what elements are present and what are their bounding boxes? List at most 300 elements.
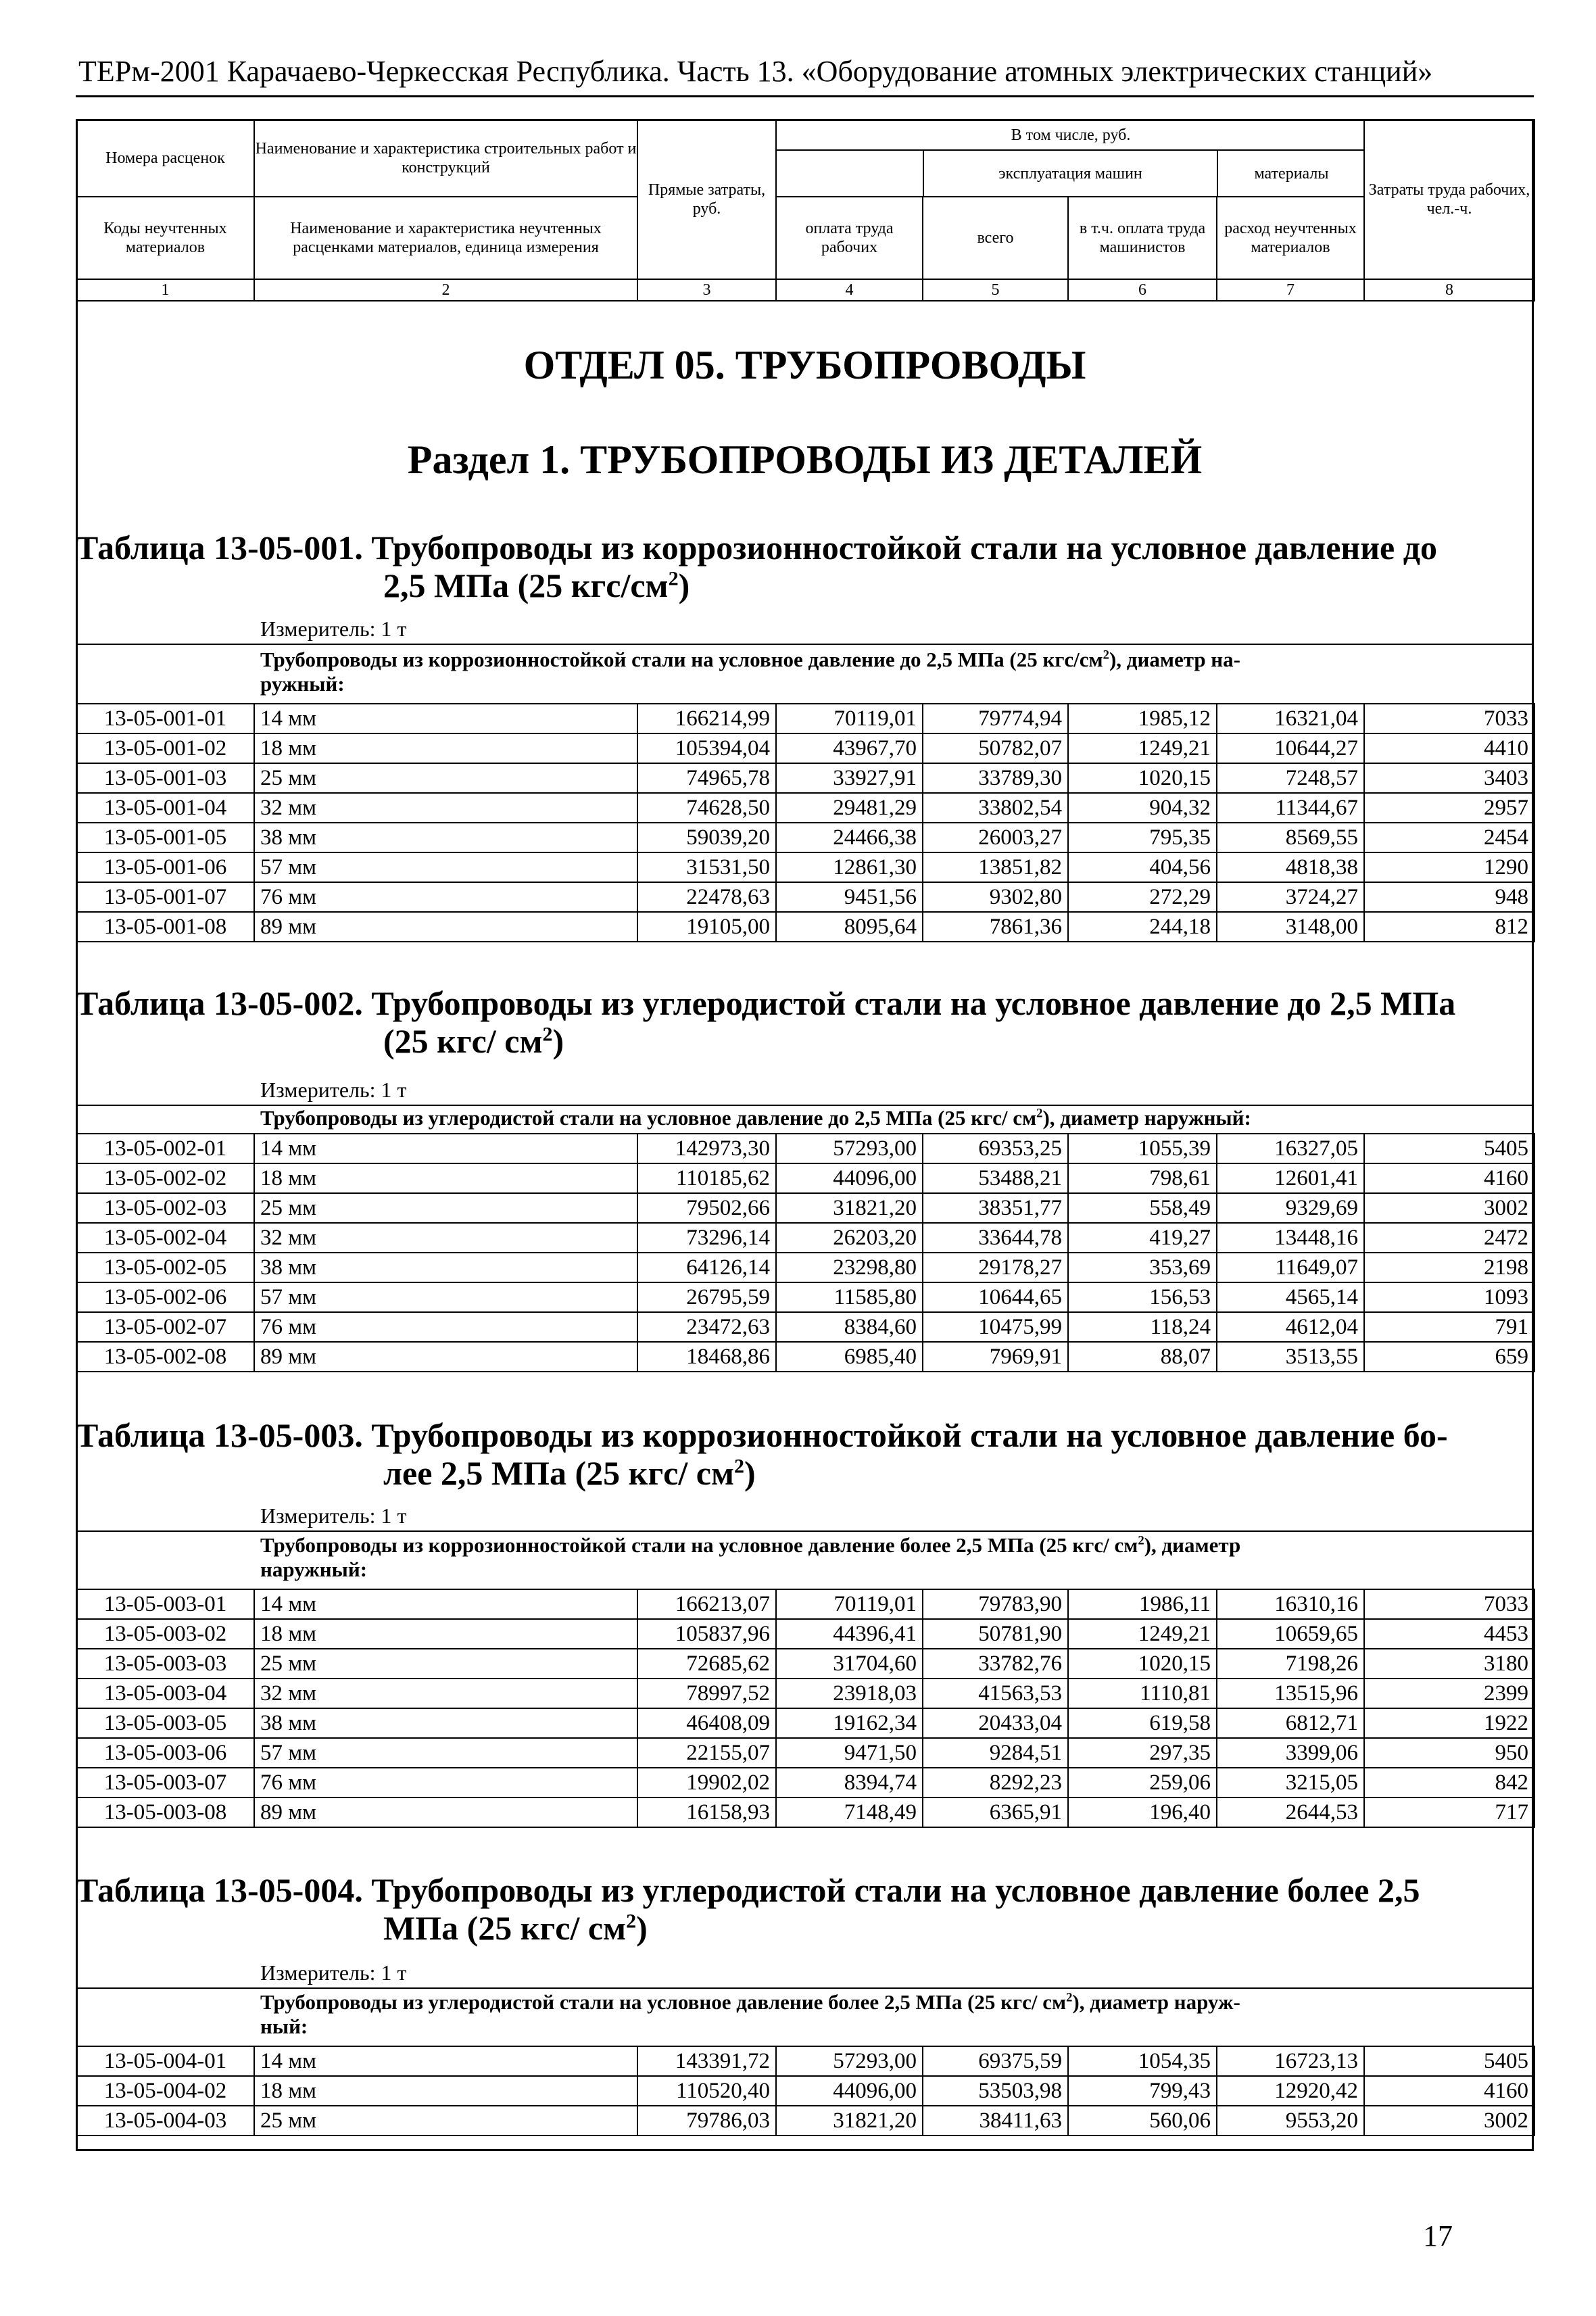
machinist-pay-cell: 560,06 [1068, 2106, 1217, 2136]
machines-total-cell: 33782,76 [923, 1649, 1068, 1679]
labor-hours-cell: 791 [1364, 1312, 1534, 1342]
running-head-rule [76, 95, 1534, 97]
table-row [76, 1223, 1534, 1253]
rate-code-cell: 13-05-004-01 [76, 2046, 254, 2076]
machinist-pay-cell: 1020,15 [1068, 1649, 1217, 1679]
rate-name-cell: 38 мм [254, 1253, 637, 1282]
group-heading-superscript: 2 [1103, 648, 1109, 662]
machines-total-cell: 69375,59 [923, 2046, 1068, 2076]
direct-costs-cell: 19902,02 [637, 1768, 776, 1798]
worker-pay-cell: 44096,00 [776, 1163, 923, 1193]
rate-name-cell: 89 мм [254, 912, 637, 942]
table-row [76, 2076, 1534, 2106]
table-title-line2 [76, 1909, 1534, 1947]
header-worker-pay: оплата труда рабочих [776, 197, 923, 279]
header-name-bottom: Наименование и характеристика неучтенных расценками материалов, единица измерения [254, 197, 637, 279]
machinist-pay-cell: 904,32 [1068, 793, 1217, 823]
group-heading-end: ), диаметр [1144, 1533, 1241, 1557]
column-header [76, 119, 1535, 301]
direct-costs-cell: 105394,04 [637, 733, 776, 763]
table-title-line1: Трубопроводы из углеродистой стали на условное давление более 2,5 [371, 1871, 1420, 1909]
rate-code-cell: 13-05-001-03 [76, 763, 254, 793]
machines-total-cell: 10644,65 [923, 1282, 1068, 1312]
machinist-pay-cell: 118,24 [1068, 1312, 1217, 1342]
rate-code-cell: 13-05-004-02 [76, 2076, 254, 2106]
labor-hours-cell: 2472 [1364, 1223, 1534, 1253]
machinist-pay-cell: 259,06 [1068, 1768, 1217, 1798]
table-title [76, 1871, 1534, 1947]
labor-hours-cell: 3002 [1364, 2106, 1534, 2136]
machines-total-cell: 8292,23 [923, 1768, 1068, 1798]
rate-name-cell: 57 мм [254, 852, 637, 882]
table-title [76, 984, 1534, 1060]
direct-costs-cell: 72685,62 [637, 1649, 776, 1679]
machines-total-cell: 33789,30 [923, 763, 1068, 793]
table-row [76, 1163, 1534, 1193]
rate-code-cell: 13-05-002-03 [76, 1193, 254, 1223]
worker-pay-cell: 11585,80 [776, 1282, 923, 1312]
header-direct-costs: Прямые затраты, руб. [637, 120, 776, 279]
rate-name-cell: 89 мм [254, 1798, 637, 1827]
material-use-cell: 16310,16 [1217, 1589, 1364, 1619]
rate-name-cell: 57 мм [254, 1282, 637, 1312]
machinist-pay-cell: 404,56 [1068, 852, 1217, 882]
table-row [76, 1342, 1534, 1372]
worker-pay-cell: 29481,29 [776, 793, 923, 823]
labor-hours-cell: 3002 [1364, 1193, 1534, 1223]
group-heading-superscript: 2 [1066, 1990, 1073, 2005]
group-heading-end: ), диаметр наружный: [1042, 1106, 1251, 1130]
worker-pay-cell: 70119,01 [776, 704, 923, 733]
rate-code-cell: 13-05-002-08 [76, 1342, 254, 1372]
direct-costs-cell: 73296,14 [637, 1223, 776, 1253]
material-use-cell: 16723,13 [1217, 2046, 1364, 2076]
direct-costs-cell: 22478,63 [637, 882, 776, 912]
table-row [76, 763, 1534, 793]
direct-costs-cell: 166214,99 [637, 704, 776, 733]
rate-code-cell: 13-05-001-05 [76, 823, 254, 852]
rate-code-cell: 13-05-003-01 [76, 1589, 254, 1619]
machinist-pay-cell: 244,18 [1068, 912, 1217, 942]
direct-costs-cell: 110520,40 [637, 2076, 776, 2106]
material-use-cell: 4612,04 [1217, 1312, 1364, 1342]
material-use-cell: 13515,96 [1217, 1679, 1364, 1708]
direct-costs-cell: 78997,52 [637, 1679, 776, 1708]
direct-costs-cell: 105837,96 [637, 1619, 776, 1649]
direct-costs-cell: 64126,14 [637, 1253, 776, 1282]
machines-total-cell: 33802,54 [923, 793, 1068, 823]
labor-hours-cell: 3180 [1364, 1649, 1534, 1679]
machines-total-cell: 33644,78 [923, 1223, 1068, 1253]
header-name-top: Наименование и характеристика строительных работ и конструкций [254, 120, 637, 197]
material-use-cell: 7198,26 [1217, 1649, 1364, 1679]
material-use-cell: 11649,07 [1217, 1253, 1364, 1282]
machines-total-cell: 29178,27 [923, 1253, 1068, 1282]
col-number-8: 8 [1364, 279, 1534, 301]
machinist-pay-cell: 1986,11 [1068, 1589, 1217, 1619]
table-title [76, 1416, 1534, 1492]
table-row [76, 1193, 1534, 1223]
machines-total-cell: 26003,27 [923, 823, 1068, 852]
section-heading: ОТДЕЛ 05. ТРУБОПРОВОДЫ [523, 343, 1086, 387]
rate-name-cell: 32 мм [254, 793, 637, 823]
rate-code-cell: 13-05-003-05 [76, 1708, 254, 1738]
worker-pay-cell: 8095,64 [776, 912, 923, 942]
labor-hours-cell: 2957 [1364, 793, 1534, 823]
table-title-line2-text: МПа (25 кгс/ см [383, 1909, 627, 1947]
labor-hours-cell: 2399 [1364, 1679, 1534, 1708]
table-title-line2 [76, 1454, 1534, 1492]
table-row [76, 1312, 1534, 1342]
machines-total-cell: 6365,91 [923, 1798, 1068, 1827]
table-row [76, 1738, 1534, 1768]
machinist-pay-cell: 297,35 [1068, 1738, 1217, 1768]
rate-code-cell: 13-05-003-03 [76, 1649, 254, 1679]
group-heading-text: Трубопроводы из коррозионностойкой стали на условное давление до 2,5 МПа (25 кгс/см [260, 648, 1103, 671]
col-number-4: 4 [776, 279, 923, 301]
material-use-cell: 4565,14 [1217, 1282, 1364, 1312]
table-title-number: Таблица 13-05-004. [76, 1871, 363, 1909]
rate-name-cell: 14 мм [254, 1134, 637, 1163]
machinist-pay-cell: 558,49 [1068, 1193, 1217, 1223]
rate-name-cell: 89 мм [254, 1342, 637, 1372]
col-number-3: 3 [637, 279, 776, 301]
rate-name-cell: 14 мм [254, 1589, 637, 1619]
table-title-line1: Трубопроводы из углеродистой стали на условное давление до 2,5 МПа [371, 984, 1456, 1022]
table-row [76, 1649, 1534, 1679]
table-title-number: Таблица 13-05-002. [76, 984, 363, 1022]
material-use-cell: 16321,04 [1217, 704, 1364, 733]
material-use-cell: 10659,65 [1217, 1619, 1364, 1649]
labor-hours-cell: 4453 [1364, 1619, 1534, 1649]
worker-pay-cell: 6985,40 [776, 1342, 923, 1372]
labor-hours-cell: 950 [1364, 1738, 1534, 1768]
labor-hours-cell: 5405 [1364, 2046, 1534, 2076]
rate-code-cell: 13-05-001-08 [76, 912, 254, 942]
table-row [76, 1798, 1534, 1827]
material-use-cell: 3148,00 [1217, 912, 1364, 942]
material-use-cell: 11344,67 [1217, 793, 1364, 823]
table-title [76, 529, 1534, 604]
table-title-line2-end: ) [552, 1022, 564, 1060]
table-group-heading [260, 648, 1518, 696]
table-row [76, 733, 1534, 763]
rate-code-cell: 13-05-001-02 [76, 733, 254, 763]
direct-costs-cell: 142973,30 [637, 1134, 776, 1163]
col-number-7: 7 [1217, 279, 1364, 301]
header-labor: Затраты труда рабочих, чел.-ч. [1364, 120, 1534, 279]
labor-hours-cell: 1290 [1364, 852, 1534, 882]
header-material-use: расход неучтенных материалов [1217, 197, 1364, 279]
machinist-pay-cell: 88,07 [1068, 1342, 1217, 1372]
table-meter: Измеритель: 1 т [260, 1078, 407, 1102]
rate-name-cell: 18 мм [254, 2076, 637, 2106]
rate-name-cell: 76 мм [254, 1768, 637, 1798]
labor-hours-cell: 812 [1364, 912, 1534, 942]
machines-total-cell: 53488,21 [923, 1163, 1068, 1193]
direct-costs-cell: 74628,50 [637, 793, 776, 823]
machinist-pay-cell: 1020,15 [1068, 763, 1217, 793]
header-machinist-pay: в т.ч. оплата труда машинистов [1068, 197, 1217, 279]
col-number-2: 2 [254, 279, 637, 301]
header-blank-cell [777, 150, 923, 196]
material-use-cell: 3399,06 [1217, 1738, 1364, 1768]
table-title-line2 [76, 566, 1534, 604]
group-heading-superscript: 2 [1138, 1533, 1144, 1548]
worker-pay-cell: 31821,20 [776, 2106, 923, 2136]
rate-name-cell: 14 мм [254, 704, 637, 733]
labor-hours-cell: 659 [1364, 1342, 1534, 1372]
table-title-line2-end: ) [636, 1909, 648, 1947]
data-table [76, 2046, 1535, 2136]
table-title-line1: Трубопроводы из коррозионностойкой стали на условное давление до [371, 529, 1438, 566]
table-row [76, 1768, 1534, 1798]
rate-name-cell: 25 мм [254, 1193, 637, 1223]
rate-code-cell: 13-05-002-01 [76, 1134, 254, 1163]
group-heading-text: Трубопроводы из коррозионностойкой стали на условное давление более 2,5 МПа (25 кгс/ см [260, 1533, 1138, 1557]
direct-costs-cell: 23472,63 [637, 1312, 776, 1342]
machinist-pay-cell: 1249,21 [1068, 1619, 1217, 1649]
material-use-cell: 13448,16 [1217, 1223, 1364, 1253]
machinist-pay-cell: 353,69 [1068, 1253, 1217, 1282]
rate-code-cell: 13-05-003-04 [76, 1679, 254, 1708]
rate-code-cell: 13-05-003-02 [76, 1619, 254, 1649]
table-top-rule [76, 644, 1534, 645]
machinist-pay-cell: 196,40 [1068, 1798, 1217, 1827]
rate-name-cell: 38 мм [254, 1708, 637, 1738]
rate-code-cell: 13-05-004-03 [76, 2106, 254, 2136]
rate-name-cell: 25 мм [254, 763, 637, 793]
machinist-pay-cell: 1054,35 [1068, 2046, 1217, 2076]
direct-costs-cell: 18468,86 [637, 1342, 776, 1372]
machines-total-cell: 79774,94 [923, 704, 1068, 733]
col-number-6: 6 [1068, 279, 1217, 301]
header-materials: материалы [1254, 164, 1329, 183]
table-row [76, 912, 1534, 942]
direct-costs-cell: 74965,78 [637, 763, 776, 793]
rate-code-cell: 13-05-002-07 [76, 1312, 254, 1342]
table-meter: Измеритель: 1 т [260, 1960, 407, 1985]
machinist-pay-cell: 1249,21 [1068, 733, 1217, 763]
material-use-cell: 3513,55 [1217, 1342, 1364, 1372]
data-table [76, 1133, 1535, 1372]
table-row [76, 2046, 1534, 2076]
rate-name-cell: 18 мм [254, 1163, 637, 1193]
direct-costs-cell: 26795,59 [637, 1282, 776, 1312]
machines-total-cell: 69353,25 [923, 1134, 1068, 1163]
header-codes-bottom: Коды неучтенных материалов [76, 197, 254, 279]
table-row [76, 2106, 1534, 2136]
labor-hours-cell: 1093 [1364, 1282, 1534, 1312]
material-use-cell: 4818,38 [1217, 852, 1364, 882]
labor-hours-cell: 717 [1364, 1798, 1534, 1827]
worker-pay-cell: 57293,00 [776, 2046, 923, 2076]
rate-code-cell: 13-05-003-07 [76, 1768, 254, 1798]
table-row [76, 793, 1534, 823]
machinist-pay-cell: 799,43 [1068, 2076, 1217, 2106]
labor-hours-cell: 1922 [1364, 1708, 1534, 1738]
header-codes-top: Номера расценок [76, 120, 254, 197]
worker-pay-cell: 9471,50 [776, 1738, 923, 1768]
table-title-line2-text: лее 2,5 МПа (25 кгс/ см [383, 1454, 735, 1492]
machinist-pay-cell: 798,61 [1068, 1163, 1217, 1193]
worker-pay-cell: 24466,38 [776, 823, 923, 852]
machines-total-cell: 38351,77 [923, 1193, 1068, 1223]
table-group-heading [260, 1106, 1518, 1130]
machinist-pay-cell: 156,53 [1068, 1282, 1217, 1312]
material-use-cell: 2644,53 [1217, 1798, 1364, 1827]
labor-hours-cell: 4160 [1364, 1163, 1534, 1193]
table-title-superscript: 2 [542, 1023, 553, 1046]
material-use-cell: 12920,42 [1217, 2076, 1364, 2106]
rate-name-cell: 32 мм [254, 1223, 637, 1253]
data-table [76, 1589, 1535, 1828]
machines-total-cell: 20433,04 [923, 1708, 1068, 1738]
machinist-pay-cell: 1110,81 [1068, 1679, 1217, 1708]
group-heading-end: ), диаметр на- [1109, 648, 1240, 671]
worker-pay-cell: 9451,56 [776, 882, 923, 912]
rate-code-cell: 13-05-001-06 [76, 852, 254, 882]
table-meter: Измеритель: 1 т [260, 1503, 407, 1528]
col-number-5: 5 [923, 279, 1068, 301]
table-title-line2 [76, 1022, 1534, 1060]
group-heading-continuation: ружный: [260, 672, 345, 696]
machines-total-cell: 38411,63 [923, 2106, 1068, 2136]
direct-costs-cell: 59039,20 [637, 823, 776, 852]
direct-costs-cell: 143391,72 [637, 2046, 776, 2076]
worker-pay-cell: 23918,03 [776, 1679, 923, 1708]
table-row [76, 882, 1534, 912]
worker-pay-cell: 43967,70 [776, 733, 923, 763]
data-table [76, 703, 1535, 942]
subsection-heading: Раздел 1. ТРУБОПРОВОДЫ ИЗ ДЕТАЛЕЙ [407, 437, 1203, 482]
rate-name-cell: 14 мм [254, 2046, 637, 2076]
machines-total-cell: 10475,99 [923, 1312, 1068, 1342]
table-row [76, 1282, 1534, 1312]
table-row [76, 823, 1534, 852]
worker-pay-cell: 70119,01 [776, 1589, 923, 1619]
material-use-cell: 8569,55 [1217, 823, 1364, 852]
rate-code-cell: 13-05-001-04 [76, 793, 254, 823]
material-use-cell: 12601,41 [1217, 1163, 1364, 1193]
header-including-label: В том числе, руб. [777, 120, 1365, 150]
table-title-line2-text: (25 кгс/ см [383, 1022, 543, 1060]
direct-costs-cell: 79786,03 [637, 2106, 776, 2136]
worker-pay-cell: 44096,00 [776, 2076, 923, 2106]
table-group-heading [260, 1990, 1518, 2039]
labor-hours-cell: 2454 [1364, 823, 1534, 852]
machinist-pay-cell: 1055,39 [1068, 1134, 1217, 1163]
machines-total-cell: 7969,91 [923, 1342, 1068, 1372]
table-top-rule [76, 1987, 1534, 1989]
group-heading-end: ), диаметр наруж- [1072, 1990, 1240, 2014]
rate-name-cell: 57 мм [254, 1738, 637, 1768]
machines-total-cell: 7861,36 [923, 912, 1068, 942]
direct-costs-cell: 110185,62 [637, 1163, 776, 1193]
group-heading-text: Трубопроводы из углеродистой стали на условное давление более 2,5 МПа (25 кгс/ см [260, 1990, 1067, 2014]
worker-pay-cell: 19162,34 [776, 1708, 923, 1738]
labor-hours-cell: 3403 [1364, 763, 1534, 793]
table-row [76, 1134, 1534, 1163]
direct-costs-cell: 31531,50 [637, 852, 776, 882]
rate-name-cell: 25 мм [254, 2106, 637, 2136]
rate-code-cell: 13-05-002-05 [76, 1253, 254, 1282]
labor-hours-cell: 2198 [1364, 1253, 1534, 1282]
table-title-number: Таблица 13-05-003. [76, 1416, 363, 1454]
table-top-rule [76, 1530, 1534, 1532]
machines-total-cell: 50782,07 [923, 733, 1068, 763]
machines-total-cell: 9302,80 [923, 882, 1068, 912]
group-heading-superscript: 2 [1036, 1106, 1043, 1121]
rate-code-cell: 13-05-001-01 [76, 704, 254, 733]
table-row [76, 704, 1534, 733]
worker-pay-cell: 44396,41 [776, 1619, 923, 1649]
material-use-cell: 3724,27 [1217, 882, 1364, 912]
running-head: ТЕРм-2001 Карачаево-Черкесская Республика. Часть 13. «Оборудование атомных электрических станций» [78, 55, 1433, 88]
material-use-cell: 16327,05 [1217, 1134, 1364, 1163]
rate-code-cell: 13-05-002-04 [76, 1223, 254, 1253]
direct-costs-cell: 46408,09 [637, 1708, 776, 1738]
header-machines: эксплуатация машин [923, 150, 1217, 196]
table-title-line2-text: 2,5 МПа (25 кгс/см [383, 566, 669, 604]
machines-total-cell: 79783,90 [923, 1589, 1068, 1619]
worker-pay-cell: 7148,49 [776, 1798, 923, 1827]
material-use-cell: 10644,27 [1217, 733, 1364, 763]
worker-pay-cell: 8394,74 [776, 1768, 923, 1798]
table-title-line1: Трубопроводы из коррозионностойкой стали на условное давление бо- [371, 1416, 1448, 1454]
worker-pay-cell: 8384,60 [776, 1312, 923, 1342]
worker-pay-cell: 31704,60 [776, 1649, 923, 1679]
rate-code-cell: 13-05-002-06 [76, 1282, 254, 1312]
worker-pay-cell: 12861,30 [776, 852, 923, 882]
labor-hours-cell: 4160 [1364, 2076, 1534, 2106]
machines-total-cell: 50781,90 [923, 1619, 1068, 1649]
table-title-line2-end: ) [744, 1454, 756, 1492]
table-row [76, 1708, 1534, 1738]
page-number: 17 [1423, 2219, 1453, 2252]
table-row [76, 1253, 1534, 1282]
worker-pay-cell: 33927,91 [776, 763, 923, 793]
worker-pay-cell: 31821,20 [776, 1193, 923, 1223]
header-including [776, 120, 1364, 197]
material-use-cell: 9329,69 [1217, 1193, 1364, 1223]
machinist-pay-cell: 795,35 [1068, 823, 1217, 852]
table-title-number: Таблица 13-05-001. [76, 529, 363, 566]
material-use-cell: 3215,05 [1217, 1768, 1364, 1798]
machines-total-cell: 9284,51 [923, 1738, 1068, 1768]
group-heading-text: Трубопроводы из углеродистой стали на условное давление до 2,5 МПа (25 кгс/ см [260, 1106, 1037, 1130]
material-use-cell: 7248,57 [1217, 763, 1364, 793]
worker-pay-cell: 57293,00 [776, 1134, 923, 1163]
machinist-pay-cell: 272,29 [1068, 882, 1217, 912]
table-title-superscript: 2 [626, 1910, 637, 1933]
rate-name-cell: 32 мм [254, 1679, 637, 1708]
table-title-superscript: 2 [734, 1455, 745, 1478]
rate-name-cell: 38 мм [254, 823, 637, 852]
machines-total-cell: 13851,82 [923, 852, 1068, 882]
labor-hours-cell: 5405 [1364, 1134, 1534, 1163]
table-group-heading [260, 1533, 1518, 1582]
rate-code-cell: 13-05-003-06 [76, 1738, 254, 1768]
rate-code-cell: 13-05-003-08 [76, 1798, 254, 1827]
labor-hours-cell: 948 [1364, 882, 1534, 912]
group-heading-continuation: наружный: [260, 1558, 368, 1581]
worker-pay-cell: 23298,80 [776, 1253, 923, 1282]
direct-costs-cell: 79502,66 [637, 1193, 776, 1223]
rate-code-cell: 13-05-002-02 [76, 1163, 254, 1193]
rate-name-cell: 76 мм [254, 1312, 637, 1342]
direct-costs-cell: 22155,07 [637, 1738, 776, 1768]
